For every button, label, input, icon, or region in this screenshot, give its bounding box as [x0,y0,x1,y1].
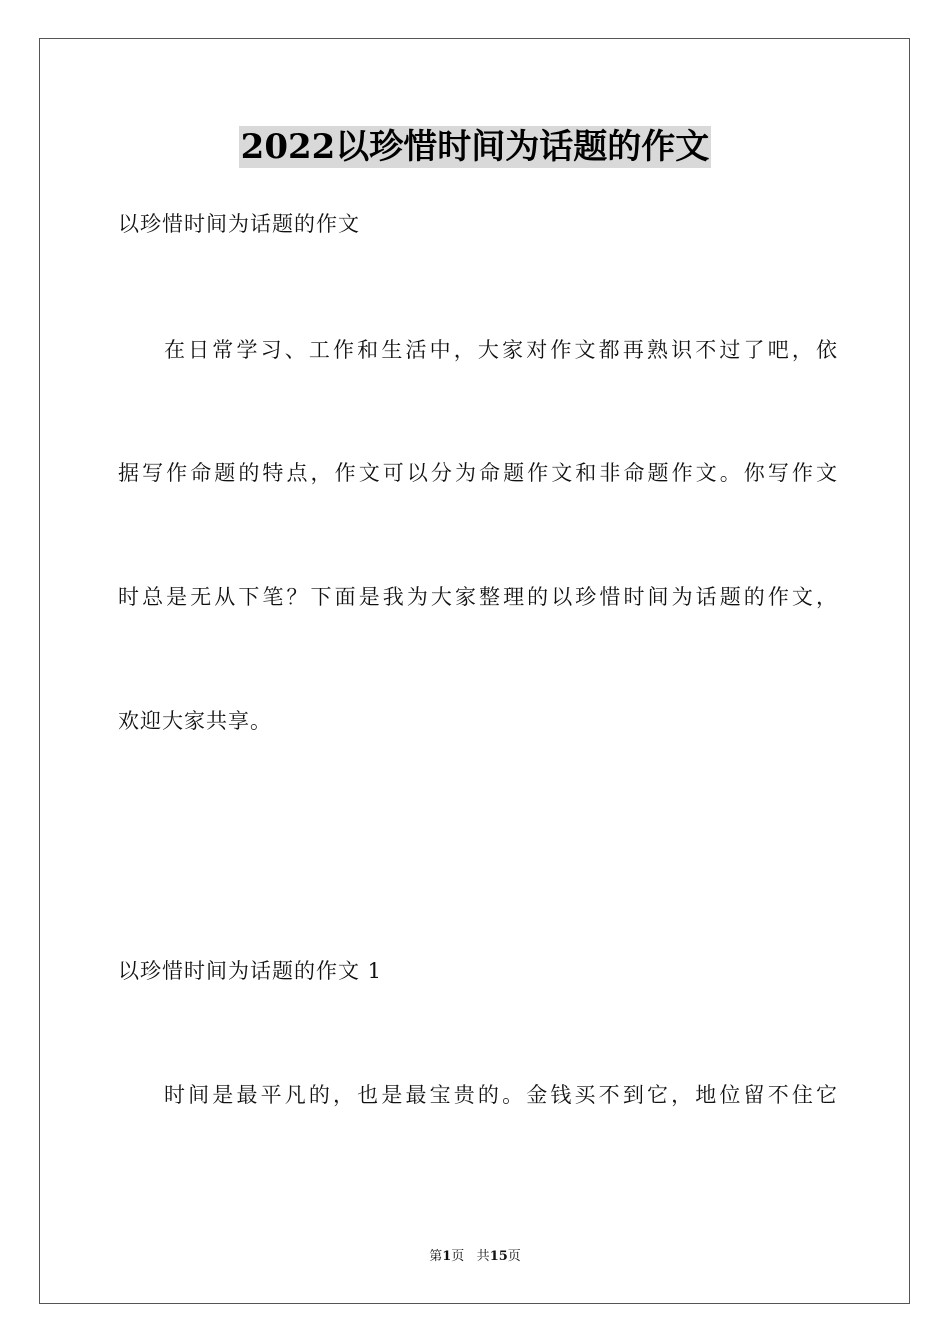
document-subtitle: 以珍惜时间为话题的作文 [118,212,360,236]
footer-page-suffix: 页 [451,1249,465,1264]
intro-line-4: 欢迎大家共享。 [118,709,272,733]
footer-page-number: 1 [442,1249,452,1264]
footer-page-prefix: 第 [429,1249,443,1264]
section-heading: 以珍惜时间为话题的作文 1 [118,959,383,983]
intro-line-2: 据写作命题的特点，作文可以分为命题作文和非命题作文。你写作文 [118,461,838,485]
section-line-1: 时间是最平凡的，也是最宝贵的。金钱买不到它，地位留不住它 [164,1083,838,1107]
footer-total-prefix: 共 [476,1249,490,1264]
footer-total-pages: 15 [489,1249,508,1264]
footer-total-suffix: 页 [507,1249,521,1264]
document-title: 2022以珍惜时间为话题的作文 [240,127,710,167]
title-container [0,126,950,168]
intro-line-3: 时总是无从下笔？下面是我为大家整理的以珍惜时间为话题的作文， [118,585,838,609]
page-footer [0,1248,950,1266]
intro-line-1: 在日常学习、工作和生活中，大家对作文都再熟识不过了吧，依 [164,338,838,362]
